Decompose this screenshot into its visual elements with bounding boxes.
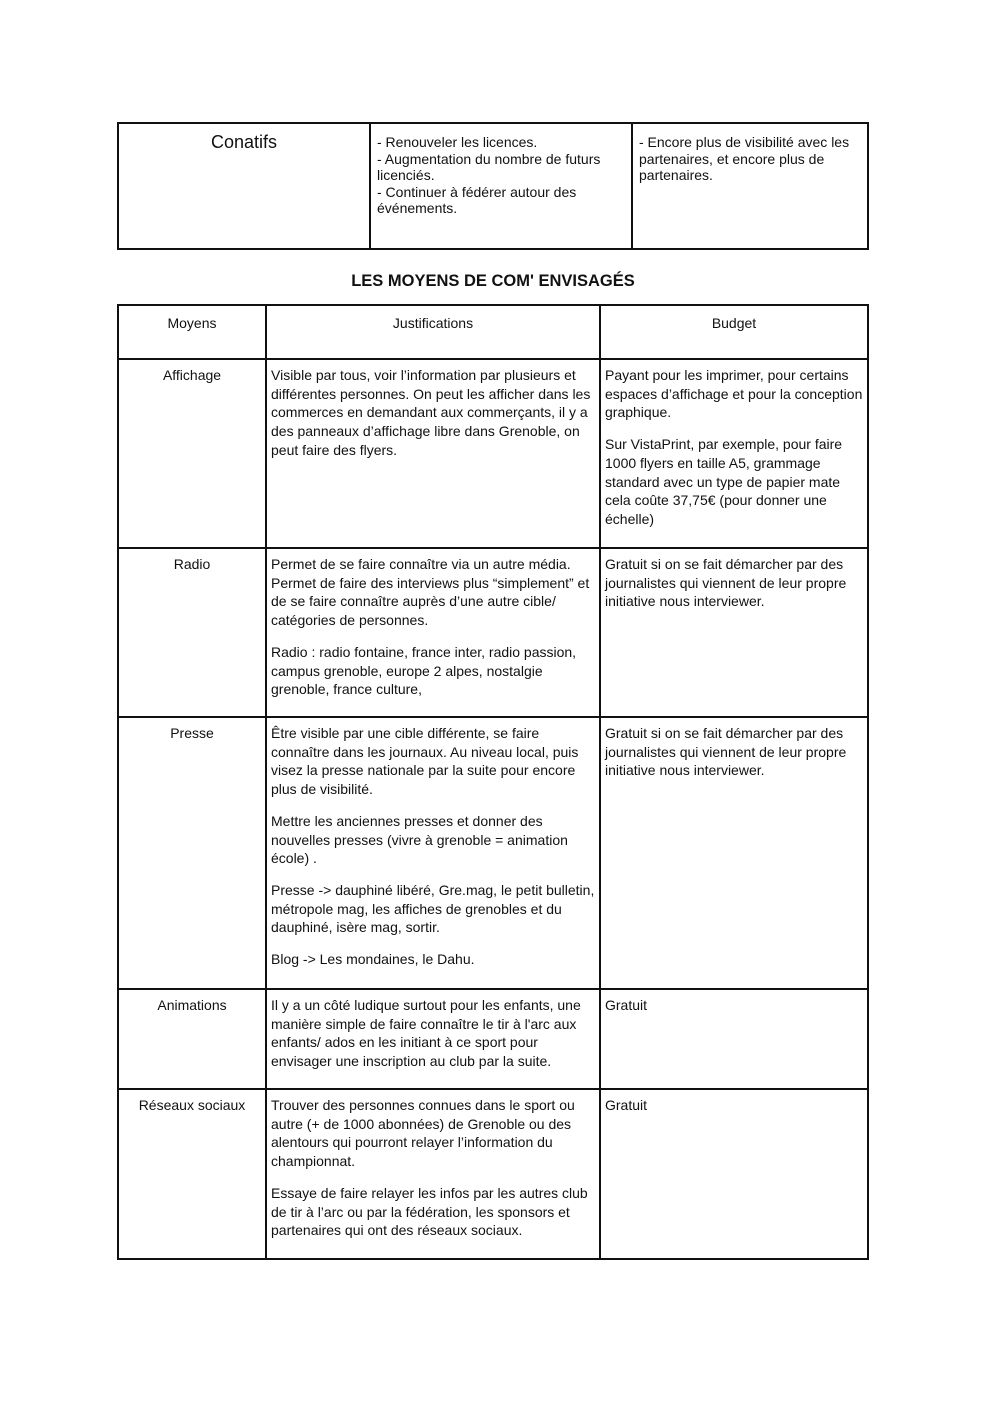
row-label: Conatifs (118, 123, 370, 249)
header-budget: Budget (600, 305, 868, 359)
table-row (118, 717, 868, 989)
paragraph: Trouver des personnes connues dans le sport ou autre (+ de 1000 abonnées) de Grenoble ou des alentours qui pourront relayer l’information du championnat. (271, 1097, 575, 1170)
justification-cell (266, 548, 600, 717)
objectives-table (117, 122, 869, 250)
table-row (118, 123, 868, 249)
header-moyens: Moyens (118, 305, 266, 359)
paragraph: Sur VistaPrint, par exemple, pour faire 1000 flyers en taille A5, grammage standard avec un type de papier mate cela coûte 37,75€ (pour donner une échelle) (605, 436, 843, 527)
com-means-table (117, 304, 869, 1260)
paragraph: Payant pour les imprimer, pour certains espaces d’affichage et pour la conception graphique. (605, 367, 863, 421)
paragraph: Permet de se faire connaître via un autre média. Permet de faire des interviews plus “simplement” et de se faire connaître auprès d’une autre cible/ catégories de personnes. (271, 556, 590, 629)
partners-cell: - Encore plus de visibilité avec les partenaires, et encore plus de partenaires. (632, 123, 868, 249)
paragraph: Essaye de faire relayer les infos par les autres club de tir à l’arc ou par la fédération, les sponsors et partenaires qui ont des réseaux sociaux. (271, 1184, 588, 1239)
paragraph: Gratuit si on se fait démarcher par des journalistes qui viennent de leur propre initiative nous interviewer. (605, 556, 847, 610)
budget-cell (600, 359, 868, 548)
list-item: - Renouveler les licences. (377, 134, 538, 150)
header-justifications: Justifications (266, 305, 600, 359)
section-title: LES MOYENS DE COM' ENVISAGÉS (351, 272, 635, 290)
budget-cell (600, 548, 868, 717)
paragraph: Être visible par une cible différente, se faire connaître dans les journaux. Au niveau local, puis visez la presse nationale par la suite pour encore plus de visibilité. (271, 725, 579, 798)
moyen-cell: Animations (118, 989, 266, 1089)
budget-cell (600, 717, 868, 989)
paragraph: Blog -> Les mondaines, le Dahu. (271, 951, 475, 968)
list-item: - Continuer à fédérer autour des événements. (377, 183, 577, 216)
justification-cell (266, 989, 600, 1089)
paragraph: Mettre les anciennes presses et donner des nouvelles presses (vivre à grenoble = animation école) . (271, 812, 568, 867)
paragraph: Presse -> dauphiné libéré, Gre.mag, le petit bulletin, métropole mag, les affiches de grenobles et du dauphiné, isère mag, sortir. (271, 881, 595, 936)
table-row (118, 359, 868, 548)
budget-cell (600, 989, 868, 1089)
moyen-cell: Affichage (118, 359, 266, 548)
moyen-cell: Réseaux sociaux (118, 1089, 266, 1259)
paragraph: Gratuit si on se fait démarcher par des journalistes qui viennent de leur propre initiative nous interviewer. (605, 725, 847, 779)
paragraph: Radio : radio fontaine, france inter, radio passion, campus grenoble, europe 2 alpes, nostalgie grenoble, france culture, (271, 643, 577, 698)
justification-cell (266, 359, 600, 548)
paragraph: Visible par tous, voir l’information par plusieurs et différentes personnes. On peut les afficher dans les commerces en demandant aux commerçants, il y a des panneaux d’affichage libre dans Grenoble, on peut faire des flyers. (271, 367, 591, 458)
justification-cell (266, 717, 600, 989)
table-header-row (118, 305, 868, 359)
moyen-cell: Presse (118, 717, 266, 989)
list-item: - Augmentation du nombre de futurs licenciés. (377, 150, 601, 183)
justification-cell (266, 1089, 600, 1259)
table-row (118, 548, 868, 717)
paragraph: Gratuit (605, 997, 648, 1013)
table-row (118, 1089, 868, 1259)
paragraph: Gratuit (605, 1097, 648, 1113)
paragraph: Il y a un côté ludique surtout pour les enfants, une manière simple de faire connaître le tir à l'arc aux enfants/ ados en les initiant à ce sport pour envisager une inscription au club par la suite. (271, 997, 581, 1070)
moyen-cell: Radio (118, 548, 266, 717)
objectives-cell (370, 123, 632, 249)
table-row (118, 989, 868, 1089)
budget-cell (600, 1089, 868, 1259)
